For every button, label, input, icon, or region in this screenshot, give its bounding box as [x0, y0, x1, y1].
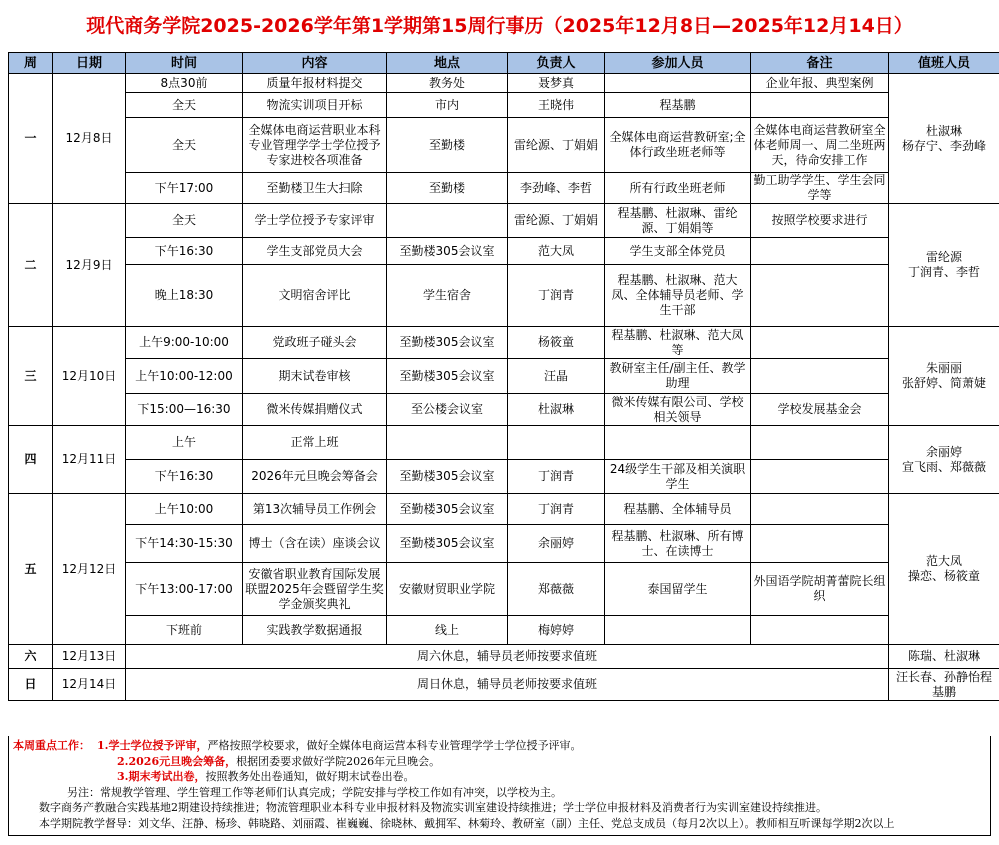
owner-cell: 范大凤	[508, 238, 605, 265]
participants-cell: 24级学生干部及相关演职学生	[605, 460, 751, 494]
note-item-1-head: 1.学士学位授予评审，	[97, 739, 208, 752]
header-cell: 内容	[243, 53, 387, 74]
notes-line-3	[13, 769, 986, 785]
header-cell: 时间	[126, 53, 243, 74]
content-cell: 至勤楼卫生大扫除	[243, 173, 387, 204]
owner-cell: 丁润青	[508, 460, 605, 494]
merged-note-cell: 周日休息，辅导员老师按要求值班	[126, 669, 889, 701]
place-cell: 学生宿舍	[387, 265, 508, 327]
note-cell	[751, 460, 889, 494]
content-cell: 2026年元旦晚会筹备会	[243, 460, 387, 494]
place-cell	[387, 426, 508, 460]
notes-supervisors: 本学期院教学督导：刘文华、汪静、杨珍、韩晓路、刘丽霞、崔巍巍、徐晓林、戴拥军、林菊玲、教研室（副）主任、党总支成员（每月2次以上）。教师相互听课每学期2次以上	[39, 816, 895, 830]
weekday-cell: 六	[9, 645, 53, 669]
participants-cell: 程基鹏、杜淑琳、雷纶源、丁娟娟等	[605, 204, 751, 238]
merged-note-cell: 周六休息，辅导员老师按要求值班	[126, 645, 889, 669]
note-cell	[751, 265, 889, 327]
content-cell: 第13次辅导员工作例会	[243, 494, 387, 525]
participants-cell: 程基鹏	[605, 93, 751, 118]
note-cell	[751, 616, 889, 645]
participants-cell: 程基鹏、杜淑琳、所有博士、在读博士	[605, 525, 751, 563]
owner-cell: 郑薇薇	[508, 563, 605, 616]
owner-cell: 李劲峰、李哲	[508, 173, 605, 204]
time-cell: 下班前	[126, 616, 243, 645]
place-cell: 安徽财贸职业学院	[387, 563, 508, 616]
participants-cell: 学生支部全体党员	[605, 238, 751, 265]
participants-cell: 程基鹏、杜淑琳、范大凤等	[605, 327, 751, 359]
note-cell	[751, 93, 889, 118]
table-row	[9, 460, 999, 494]
content-cell: 安徽省职业教育国际发展联盟2025年会暨留学生奖学金颁奖典礼	[243, 563, 387, 616]
weekday-cell: 五	[9, 494, 53, 645]
place-cell: 至公楼会议室	[387, 394, 508, 426]
time-cell: 晚上18:30	[126, 265, 243, 327]
header-cell: 周	[9, 53, 53, 74]
table-row	[9, 669, 999, 701]
header-cell: 日期	[53, 53, 126, 74]
weekday-cell: 日	[9, 669, 53, 701]
note-cell: 按照学校要求进行	[751, 204, 889, 238]
note-cell	[751, 525, 889, 563]
table-row	[9, 616, 999, 645]
date-cell: 12月9日	[53, 204, 126, 327]
duty-cell: 杜淑琳 杨存宁、李劲峰	[889, 74, 999, 204]
content-cell: 微米传媒捐赠仪式	[243, 394, 387, 426]
content-cell: 正常上班	[243, 426, 387, 460]
time-cell: 全天	[126, 204, 243, 238]
time-cell: 下午17:00	[126, 173, 243, 204]
notes-other: 另注：常规教学管理、学生管理工作等老师们认真完成；学院安排与学校工作如有冲突，以学校为主。	[67, 785, 562, 799]
participants-cell	[605, 426, 751, 460]
participants-cell	[605, 616, 751, 645]
header-cell: 参加人员	[605, 53, 751, 74]
note-cell	[751, 327, 889, 359]
time-cell: 全天	[126, 93, 243, 118]
note-item-2-body: 根据团委要求做好学院2026年元旦晚会。	[236, 754, 441, 768]
content-cell: 学生支部党员大会	[243, 238, 387, 265]
participants-cell: 全媒体电商运营教研室;全体行政坐班老师等	[605, 118, 751, 173]
place-cell: 至勤楼305会议室	[387, 327, 508, 359]
table-row	[9, 93, 999, 118]
owner-cell: 梅婷婷	[508, 616, 605, 645]
place-cell: 至勤楼305会议室	[387, 359, 508, 394]
time-cell: 下15:00—16:30	[126, 394, 243, 426]
notes-line-1	[13, 738, 986, 754]
table-row	[9, 359, 999, 394]
owner-cell: 杨筱童	[508, 327, 605, 359]
owner-cell: 王晓伟	[508, 93, 605, 118]
place-cell: 线上	[387, 616, 508, 645]
date-cell: 12月13日	[53, 645, 126, 669]
weekday-cell: 三	[9, 327, 53, 426]
owner-cell: 杜淑琳	[508, 394, 605, 426]
time-cell: 下午14:30-15:30	[126, 525, 243, 563]
content-cell: 全媒体电商运营职业本科专业管理学学士学位授予专家进校各项准备	[243, 118, 387, 173]
duty-cell: 范大凤 操恋、杨筱童	[889, 494, 999, 645]
owner-cell: 余丽婷	[508, 525, 605, 563]
table-row	[9, 238, 999, 265]
note-cell	[751, 238, 889, 265]
date-cell: 12月12日	[53, 494, 126, 645]
table-row	[9, 525, 999, 563]
owner-cell: 雷纶源、丁娟娟	[508, 118, 605, 173]
schedule-table	[8, 52, 999, 701]
place-cell: 至勤楼	[387, 173, 508, 204]
participants-cell: 程基鹏、杜淑琳、范大凤、全体辅导员老师、学生干部	[605, 265, 751, 327]
content-cell: 学士学位授予专家评审	[243, 204, 387, 238]
time-cell: 下午16:30	[126, 460, 243, 494]
participants-cell: 所有行政坐班老师	[605, 173, 751, 204]
date-cell: 12月11日	[53, 426, 126, 494]
time-cell: 上午10:00	[126, 494, 243, 525]
note-cell: 勤工助学学生、学生会同学等	[751, 173, 889, 204]
note-cell	[751, 494, 889, 525]
table-row	[9, 74, 999, 93]
header-row	[9, 53, 999, 74]
time-cell: 上午9:00-10:00	[126, 327, 243, 359]
table-row	[9, 563, 999, 616]
table-row	[9, 118, 999, 173]
owner-cell	[508, 426, 605, 460]
date-cell: 12月8日	[53, 74, 126, 204]
place-cell	[387, 204, 508, 238]
content-cell: 物流实训项目开标	[243, 93, 387, 118]
header-cell: 备注	[751, 53, 889, 74]
note-cell: 全媒体电商运营教研室全体老师周一、周二坐班两天，待命安排工作	[751, 118, 889, 173]
weekday-cell: 四	[9, 426, 53, 494]
table-row	[9, 327, 999, 359]
note-cell: 学校发展基金会	[751, 394, 889, 426]
place-cell: 至勤楼305会议室	[387, 460, 508, 494]
table-row	[9, 394, 999, 426]
content-cell: 质量年报材料提交	[243, 74, 387, 93]
time-cell: 上午	[126, 426, 243, 460]
duty-cell: 雷纶源 丁润青、李哲	[889, 204, 999, 327]
notes-line-2	[13, 754, 986, 770]
place-cell: 市内	[387, 93, 508, 118]
note-cell: 外国语学院胡菁蕾院长组织	[751, 563, 889, 616]
note-item-3-body: 按照教务处出卷通知，做好期末试卷出卷。	[205, 770, 415, 783]
place-cell: 至勤楼305会议室	[387, 525, 508, 563]
duty-cell: 陈瑞、杜淑琳	[889, 645, 999, 669]
time-cell: 全天	[126, 118, 243, 173]
note-cell: 企业年报、典型案例	[751, 74, 889, 93]
content-cell: 博士（含在读）座谈会议	[243, 525, 387, 563]
duty-cell: 余丽婷 宣飞雨、郑薇薇	[889, 426, 999, 494]
header-cell: 值班人员	[889, 53, 999, 74]
table-row	[9, 426, 999, 460]
note-item-1-body: 严格按照学校要求，做好全媒体电商运营本科专业管理学学士学位授予评审。	[207, 739, 582, 752]
owner-cell: 聂梦真	[508, 74, 605, 93]
place-cell: 至勤楼	[387, 118, 508, 173]
date-cell: 12月10日	[53, 327, 126, 426]
content-cell: 实践教学数据通报	[243, 616, 387, 645]
time-cell: 上午10:00-12:00	[126, 359, 243, 394]
table-row	[9, 204, 999, 238]
weekday-cell: 二	[9, 204, 53, 327]
weekday-cell: 一	[9, 74, 53, 204]
place-cell: 至勤楼305会议室	[387, 494, 508, 525]
note-item-2-head: 2.2026元旦晚会筹备，	[117, 754, 237, 768]
participants-cell	[605, 74, 751, 93]
table-row	[9, 645, 999, 669]
notes-projects: 数字商务产教融合实践基地2期建设持续推进；物流管理职业本科专业申报材料及物流实训室建设持续推进；学士学位申报材料及消费者行为实训室建设持续推进。	[39, 801, 827, 814]
notes-label: 本周重点工作：	[13, 739, 90, 752]
participants-cell: 程基鹏、全体辅导员	[605, 494, 751, 525]
note-item-3-head: 3.期末考试出卷，	[117, 770, 206, 783]
notes-section	[8, 736, 991, 836]
table-row	[9, 173, 999, 204]
owner-cell: 汪晶	[508, 359, 605, 394]
header-cell: 负责人	[508, 53, 605, 74]
duty-cell: 朱丽丽 张舒婷、简萧婕	[889, 327, 999, 426]
note-cell	[751, 359, 889, 394]
date-cell: 12月14日	[53, 669, 126, 701]
time-cell: 下午16:30	[126, 238, 243, 265]
participants-cell: 微米传媒有限公司、学校相关领导	[605, 394, 751, 426]
owner-cell: 丁润青	[508, 265, 605, 327]
content-cell: 期末试卷审核	[243, 359, 387, 394]
content-cell: 文明宿舍评比	[243, 265, 387, 327]
owner-cell: 雷纶源、丁娟娟	[508, 204, 605, 238]
page-title: 现代商务学院2025-2026学年第1学期第15周行事历（2025年12月8日—2025年12月14日）	[86, 15, 913, 37]
place-cell: 教务处	[387, 74, 508, 93]
participants-cell: 泰国留学生	[605, 563, 751, 616]
time-cell: 下午13:00-17:00	[126, 563, 243, 616]
duty-cell: 汪长春、孙静怡程基鹏	[889, 669, 999, 701]
note-cell	[751, 426, 889, 460]
owner-cell: 丁润青	[508, 494, 605, 525]
time-cell: 8点30前	[126, 74, 243, 93]
participants-cell: 教研室主任/副主任、教学助理	[605, 359, 751, 394]
schedule-body	[9, 74, 999, 701]
header-cell: 地点	[387, 53, 508, 74]
content-cell: 党政班子碰头会	[243, 327, 387, 359]
table-row	[9, 494, 999, 525]
place-cell: 至勤楼305会议室	[387, 238, 508, 265]
table-row	[9, 265, 999, 327]
